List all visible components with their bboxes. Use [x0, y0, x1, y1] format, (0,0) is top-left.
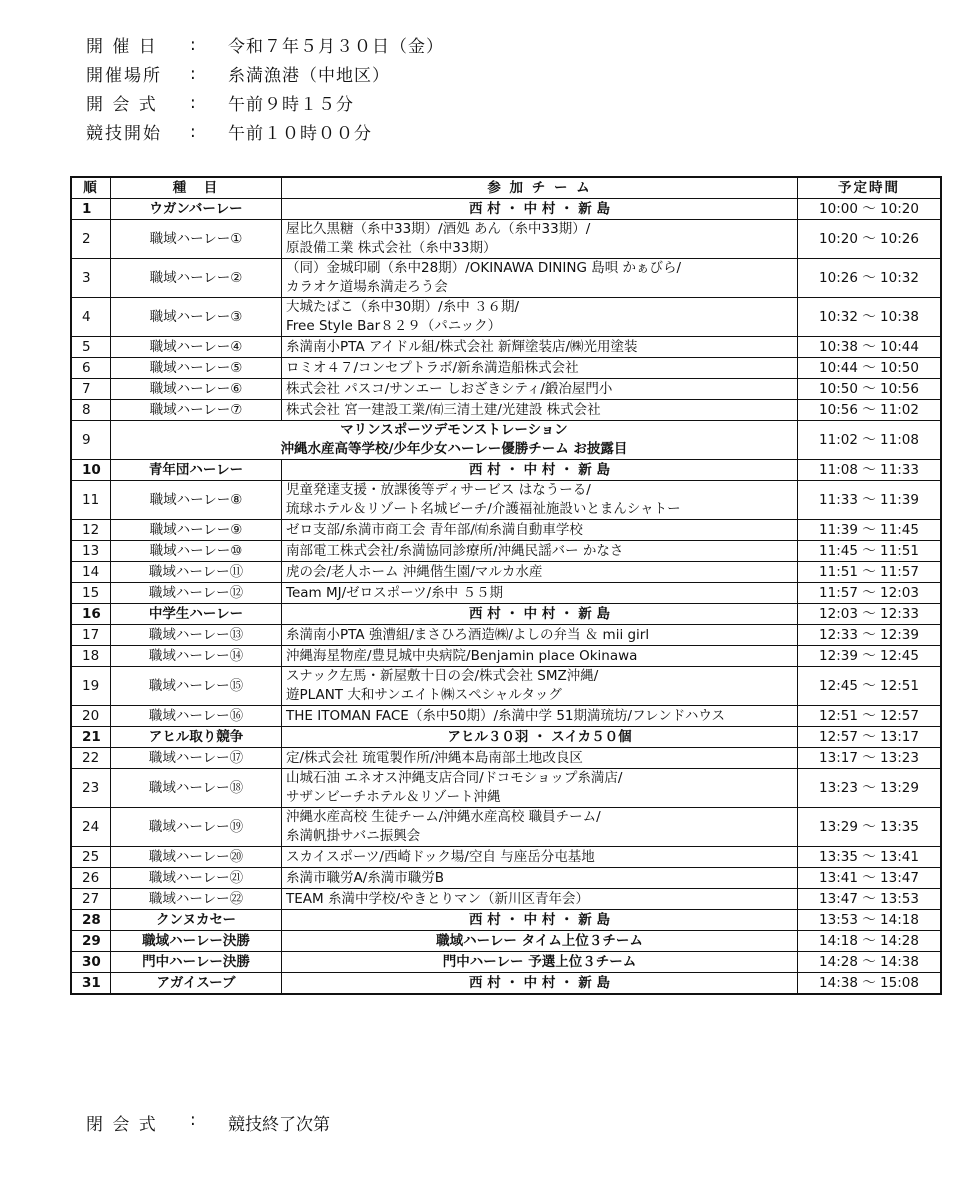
table-row [71, 337, 941, 358]
team-line: 西 村 ・ 中 村 ・ 新 島 [469, 974, 610, 991]
info-label: 開催場所 [86, 66, 162, 86]
row-event: 職域ハーレー⑧ [111, 481, 282, 520]
table-header-row [71, 177, 941, 199]
row-teams [282, 706, 798, 727]
row-time: 12:39 ～ 12:45 [798, 646, 942, 667]
row-teams [282, 379, 798, 400]
table-row [71, 481, 941, 520]
info-label: 開 会 式 [86, 95, 158, 115]
team-line: 糸満帆掛サバニ振興会 [286, 828, 421, 844]
table-row [71, 583, 941, 604]
row-time: 14:28 ～ 14:38 [798, 952, 942, 973]
row-number: 14 [71, 562, 111, 583]
row-number: 11 [71, 481, 111, 520]
team-line: マリンスポーツデモンストレーション [340, 422, 568, 438]
table-row [71, 259, 941, 298]
team-line: Team MJ/ゼロスポーツ/糸中 ５５期 [286, 584, 503, 601]
row-time: 10:56 ～ 11:02 [798, 400, 942, 421]
row-teams [282, 541, 798, 562]
row-teams [282, 808, 798, 847]
row-time: 11:51 ～ 11:57 [798, 562, 942, 583]
table-row [71, 421, 941, 460]
row-number: 2 [71, 220, 111, 259]
row-number: 21 [71, 727, 111, 748]
team-line: 西 村 ・ 中 村 ・ 新 島 [469, 200, 610, 217]
team-line: 西 村 ・ 中 村 ・ 新 島 [469, 461, 610, 478]
table-row [71, 667, 941, 706]
team-line: 沖縄水産高校 生徒チーム/沖縄水産高校 職員チーム/ [286, 809, 601, 825]
table-row [71, 727, 941, 748]
team-line: サザンビーチホテル＆リゾート沖縄 [286, 789, 501, 805]
team-line: 南部電工株式会社/糸満協同診療所/沖縄民謡バー かなさ [286, 542, 624, 559]
row-teams [282, 625, 798, 646]
row-event: 青年団ハーレー [111, 460, 282, 481]
row-event: 職域ハーレー⑨ [111, 520, 282, 541]
info-value: 令和７年５月３０日（金） [228, 37, 444, 57]
team-line: 株式会社 宮一建設工業/㈲三清土建/光建設 株式会社 [286, 401, 601, 418]
table-row [71, 868, 941, 889]
table-row [71, 298, 941, 337]
row-time: 10:50 ～ 10:56 [798, 379, 942, 400]
row-teams [111, 421, 798, 460]
row-number: 25 [71, 847, 111, 868]
team-line: 定/株式会社 琉電製作所/沖縄本島南部土地改良区 [286, 749, 583, 766]
team-line: 大城たばこ（糸中30期）/糸中 ３６期/ [286, 299, 520, 315]
row-event: 職域ハーレー⑤ [111, 358, 282, 379]
team-line: 西 村 ・ 中 村 ・ 新 島 [469, 911, 610, 928]
row-number: 17 [71, 625, 111, 646]
table-row [71, 910, 941, 931]
row-number: 10 [71, 460, 111, 481]
table-row [71, 625, 941, 646]
table-row [71, 358, 941, 379]
table-row [71, 199, 941, 220]
row-time: 13:41 ～ 13:47 [798, 868, 942, 889]
team-line: 株式会社 パスコ/サンエー しおざきシティ/鍛冶屋門小 [286, 380, 613, 397]
info-label: 開 催 日 [86, 37, 158, 57]
row-teams [282, 769, 798, 808]
event-info [86, 30, 444, 146]
table-row [71, 646, 941, 667]
team-line: 沖縄海星物産/豊見城中央病院/Benjamin place Okinawa [286, 647, 638, 664]
info-value: 午前１０時００分 [228, 124, 372, 144]
row-number: 22 [71, 748, 111, 769]
info-colon: : [190, 34, 196, 55]
row-event: 職域ハーレー① [111, 220, 282, 259]
row-number: 7 [71, 379, 111, 400]
row-number: 12 [71, 520, 111, 541]
row-event: ウガンバーレー [111, 199, 282, 220]
team-line: 児童発達支援・放課後等ディサービス はなうーる/ [286, 482, 591, 498]
row-time: 11:08 ～ 11:33 [798, 460, 942, 481]
row-time: 10:26 ～ 10:32 [798, 259, 942, 298]
table-row [71, 220, 941, 259]
row-number: 27 [71, 889, 111, 910]
table-row [71, 541, 941, 562]
team-line: 西 村 ・ 中 村 ・ 新 島 [469, 605, 610, 622]
row-teams [282, 481, 798, 520]
row-event: 職域ハーレー⑭ [111, 646, 282, 667]
team-line: 虎の会/老人ホーム 沖縄偕生園/マルカ水産 [286, 563, 543, 580]
row-teams [282, 220, 798, 259]
table-row [71, 604, 941, 625]
row-event: 職域ハーレー⑩ [111, 541, 282, 562]
info-row [86, 117, 444, 146]
info-row [86, 59, 444, 88]
row-number: 23 [71, 769, 111, 808]
row-teams [282, 520, 798, 541]
team-line: スカイスポーツ/西崎ドック場/空自 与座岳分屯基地 [286, 848, 595, 865]
team-line: 職域ハーレー タイム上位３チーム [436, 932, 643, 949]
team-line: 屋比久黒糖（糸中33期）/酒処 あん（糸中33期）/ [286, 221, 591, 237]
info-value: 糸満漁港（中地区） [228, 66, 390, 86]
info-colon: : [190, 92, 196, 113]
row-event: 職域ハーレー㉒ [111, 889, 282, 910]
row-teams [282, 298, 798, 337]
row-number: 1 [71, 199, 111, 220]
row-teams [282, 931, 798, 952]
closing-label: 閉 会 式 [86, 1115, 158, 1135]
team-line: THE ITOMAN FACE（糸中50期）/糸満中学 51期満琉坊/フレンドハウス [286, 707, 726, 724]
row-time: 13:23 ～ 13:29 [798, 769, 942, 808]
row-time: 11:02 ～ 11:08 [798, 421, 942, 460]
info-colon: : [190, 121, 196, 142]
table-row [71, 889, 941, 910]
row-event: 職域ハーレー⑮ [111, 667, 282, 706]
row-event: 職域ハーレー⑰ [111, 748, 282, 769]
row-event: 職域ハーレー⑪ [111, 562, 282, 583]
team-line: TEAM 糸満中学校/やきとりマン（新川区青年会） [286, 890, 589, 907]
row-time: 10:20 ～ 10:26 [798, 220, 942, 259]
row-time: 12:45 ～ 12:51 [798, 667, 942, 706]
closing-value: 競技終了次第 [228, 1115, 330, 1135]
table-row [71, 973, 941, 995]
row-number: 26 [71, 868, 111, 889]
row-teams [282, 646, 798, 667]
row-teams [282, 868, 798, 889]
table-row [71, 706, 941, 727]
team-line: 糸満市職労A/糸満市職労B [286, 869, 445, 886]
row-time: 11:39 ～ 11:45 [798, 520, 942, 541]
table-row [71, 520, 941, 541]
table-row [71, 952, 941, 973]
header-num: 順 [71, 177, 111, 199]
info-row [86, 30, 444, 59]
header-time: 予定時間 [798, 177, 942, 199]
row-number: 16 [71, 604, 111, 625]
row-event: 門中ハーレー決勝 [111, 952, 282, 973]
header-event: 種 目 [111, 177, 282, 199]
schedule-table [70, 176, 942, 995]
team-line: 遊PLANT 大和サンエイト㈱スペシャルタッグ [286, 687, 562, 703]
team-line: 糸満南小PTA 強漕組/まさひろ酒造㈱/よしの弁当 ＆ mii girl [286, 626, 650, 643]
info-value: 午前９時１５分 [228, 95, 354, 115]
row-time: 13:29 ～ 13:35 [798, 808, 942, 847]
row-number: 5 [71, 337, 111, 358]
team-line: 沖縄水産高等学校/少年少女ハーレー優勝チーム お披露目 [280, 441, 628, 457]
team-line: （同）金城印刷（糸中28期）/OKINAWA DINING 島唄 かぁびら/ [286, 260, 682, 276]
row-event: クンヌカセー [111, 910, 282, 931]
row-event: 職域ハーレー⑦ [111, 400, 282, 421]
row-event: 職域ハーレー㉑ [111, 868, 282, 889]
row-time: 10:00 ～ 10:20 [798, 199, 942, 220]
row-time: 12:03 ～ 12:33 [798, 604, 942, 625]
row-number: 13 [71, 541, 111, 562]
info-row [86, 88, 444, 117]
row-number: 15 [71, 583, 111, 604]
closing-colon: : [190, 1110, 196, 1130]
info-colon: : [190, 63, 196, 84]
row-number: 8 [71, 400, 111, 421]
row-teams [282, 259, 798, 298]
row-time: 11:33 ～ 11:39 [798, 481, 942, 520]
table-row [71, 748, 941, 769]
row-event: 職域ハーレー⑯ [111, 706, 282, 727]
row-teams [282, 727, 798, 748]
table-row [71, 808, 941, 847]
row-time: 11:57 ～ 12:03 [798, 583, 942, 604]
row-number: 20 [71, 706, 111, 727]
row-teams [282, 604, 798, 625]
row-teams [282, 199, 798, 220]
row-time: 13:17 ～ 13:23 [798, 748, 942, 769]
row-event: 中学生ハーレー [111, 604, 282, 625]
table-row [71, 379, 941, 400]
row-teams [282, 667, 798, 706]
row-time: 10:32 ～ 10:38 [798, 298, 942, 337]
table-row [71, 562, 941, 583]
row-time: 13:53 ～ 14:18 [798, 910, 942, 931]
row-teams [282, 910, 798, 931]
row-time: 12:57 ～ 13:17 [798, 727, 942, 748]
team-line: ゼロ支部/糸満市商工会 青年部/㈲糸満自動車学校 [286, 521, 583, 538]
row-time: 14:38 ～ 15:08 [798, 973, 942, 995]
row-teams [282, 973, 798, 995]
row-time: 12:33 ～ 12:39 [798, 625, 942, 646]
table-row [71, 847, 941, 868]
row-teams [282, 847, 798, 868]
row-event: 職域ハーレー④ [111, 337, 282, 358]
row-number: 30 [71, 952, 111, 973]
row-teams [282, 562, 798, 583]
row-number: 31 [71, 973, 111, 995]
team-line: カラオケ道場糸満走ろう会 [286, 279, 448, 295]
row-event: 職域ハーレー⑲ [111, 808, 282, 847]
row-event: 職域ハーレー③ [111, 298, 282, 337]
row-number: 24 [71, 808, 111, 847]
row-number: 29 [71, 931, 111, 952]
row-number: 6 [71, 358, 111, 379]
team-line: 門中ハーレー 予選上位３チーム [442, 953, 637, 970]
row-number: 28 [71, 910, 111, 931]
row-event: 職域ハーレー決勝 [111, 931, 282, 952]
row-time: 12:51 ～ 12:57 [798, 706, 942, 727]
team-line: スナック左馬・新屋敷十日の会/株式会社 SMZ沖縄/ [286, 668, 599, 684]
row-time: 11:45 ～ 11:51 [798, 541, 942, 562]
row-time: 13:47 ～ 13:53 [798, 889, 942, 910]
row-time: 10:38 ～ 10:44 [798, 337, 942, 358]
row-teams [282, 400, 798, 421]
team-line: 原設備工業 株式会社（糸中33期） [286, 240, 497, 256]
row-time: 10:44 ～ 10:50 [798, 358, 942, 379]
team-line: Free Style Bar８２９（パニック） [286, 318, 502, 334]
info-label: 競技開始 [86, 124, 162, 144]
table-row [71, 460, 941, 481]
row-teams [282, 952, 798, 973]
team-line: ロミオ４７/コンセプトラボ/新糸満造船株式会社 [286, 359, 579, 376]
row-number: 4 [71, 298, 111, 337]
row-event: 職域ハーレー⑥ [111, 379, 282, 400]
row-event: 職域ハーレー② [111, 259, 282, 298]
team-line: アヒル３０羽 ・ スイカ５０個 [447, 728, 632, 745]
row-number: 19 [71, 667, 111, 706]
closing-ceremony [86, 1110, 330, 1135]
team-line: 山城石油 エネオス沖縄支店合同/ドコモショップ糸満店/ [286, 770, 623, 786]
row-time: 13:35 ～ 13:41 [798, 847, 942, 868]
row-teams [282, 889, 798, 910]
row-time: 14:18 ～ 14:28 [798, 931, 942, 952]
table-row [71, 931, 941, 952]
row-number: 9 [71, 421, 111, 460]
row-event: アガイスーブ [111, 973, 282, 995]
row-teams [282, 748, 798, 769]
team-line: 糸満南小PTA アイドル組/株式会社 新輝塗装店/㈱光用塗装 [286, 338, 638, 355]
row-event: 職域ハーレー⑱ [111, 769, 282, 808]
row-number: 18 [71, 646, 111, 667]
row-event: アヒル取り競争 [111, 727, 282, 748]
header-teams: 参 加 チ ー ム [282, 177, 798, 199]
row-event: 職域ハーレー⑫ [111, 583, 282, 604]
table-row [71, 769, 941, 808]
row-event: 職域ハーレー⑳ [111, 847, 282, 868]
table-row [71, 400, 941, 421]
row-teams [282, 337, 798, 358]
row-teams [282, 583, 798, 604]
row-teams [282, 358, 798, 379]
row-event: 職域ハーレー⑬ [111, 625, 282, 646]
row-number: 3 [71, 259, 111, 298]
row-teams [282, 460, 798, 481]
team-line: 琉球ホテル＆リゾート名城ビーチ/介護福祉施設いとまんシャトー [286, 501, 681, 517]
